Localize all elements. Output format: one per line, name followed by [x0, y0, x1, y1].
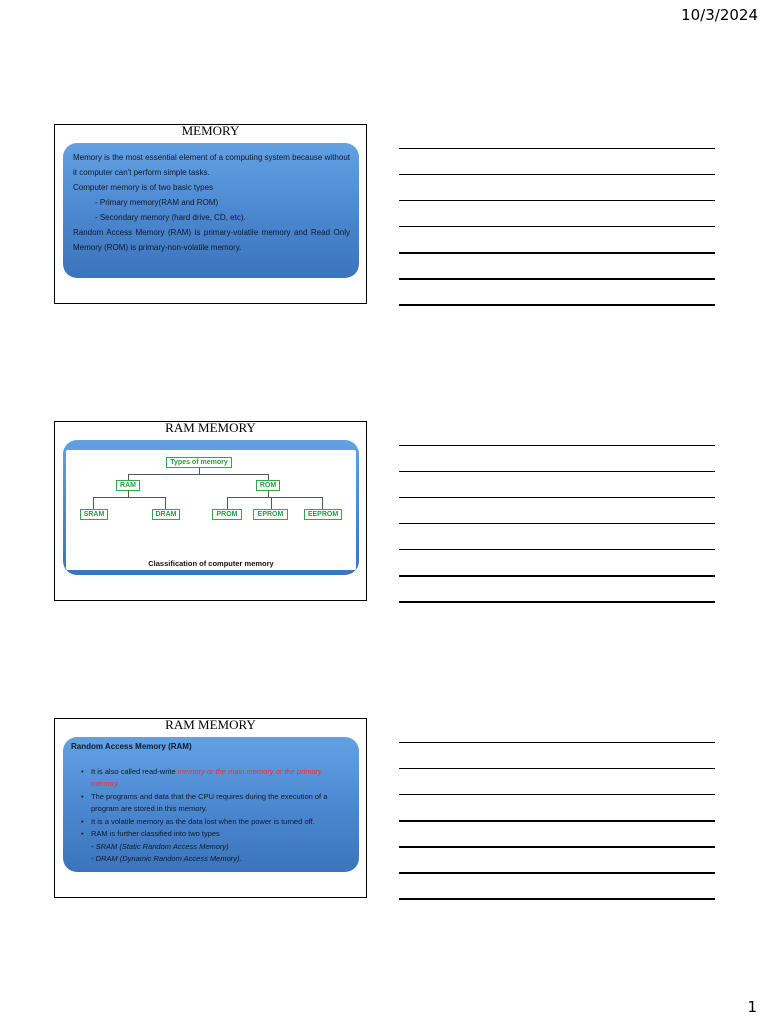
content-panel: [63, 143, 359, 278]
note-line: [399, 575, 715, 577]
bullet-text: It is also called read-write: [91, 766, 178, 776]
note-line: [399, 278, 715, 280]
note-line: [399, 304, 715, 306]
note-line: [399, 148, 715, 149]
note-line: [399, 200, 715, 201]
note-line: [399, 497, 715, 498]
diagram-node-ram: RAM: [116, 480, 140, 491]
diagram-node-eeprom: EEPROM: [304, 509, 342, 520]
note-line: [399, 846, 715, 848]
diagram-node-dram: DRAM: [152, 509, 180, 520]
slide-memory: [54, 124, 367, 304]
section-heading: Random Access Memory (RAM): [71, 742, 192, 751]
diagram-caption: Classification of computer memory: [148, 559, 274, 568]
slide-title: RAM MEMORY: [165, 717, 256, 732]
diagram-node-prom: PROM: [212, 509, 242, 520]
diagram-node-eprom: EPROM: [253, 509, 288, 520]
note-line: [399, 820, 715, 822]
note-line: [399, 794, 715, 795]
diagram-node-sram: SRAM: [80, 509, 108, 520]
memory-classification-diagram: [66, 450, 356, 570]
note-line: [399, 471, 715, 472]
paragraph: Random Access Memory (RAM) is primary-volatile memory and Read Only Memory (ROM) is primary-non-volatile memory.: [73, 228, 350, 252]
sub-item: - DRAM (Dynamic Random Access Memory).: [91, 854, 242, 863]
bullet-list: [71, 766, 351, 841]
list-item: [81, 766, 351, 791]
page-number: 1: [747, 998, 757, 1016]
note-line: [399, 174, 715, 175]
note-line: [399, 898, 715, 900]
header-date: 10/3/2024: [681, 6, 758, 24]
list-item: • The programs and data that the CPU requires during the execution of a program are stored in this memory.: [81, 791, 351, 816]
diagram-node-types-of-memory: Types of memory: [166, 457, 232, 468]
note-line: [399, 523, 715, 524]
paragraph: Memory is the most essential element of a computing system because without it computer can't perform simple tasks.: [73, 153, 350, 177]
slide-title: RAM MEMORY: [165, 420, 256, 435]
sub-item: - SRAM (Static Random Access Memory): [91, 841, 229, 851]
paragraph: - Secondary memory (hard drive, CD, etc).: [95, 213, 246, 222]
slide-ram-diagram: [54, 421, 367, 601]
diagram-node-rom: ROM: [256, 480, 280, 491]
note-line: [399, 445, 715, 446]
note-line: [399, 252, 715, 254]
content-panel: [63, 440, 359, 575]
paragraph: - Primary memory(RAM and ROM): [95, 198, 219, 207]
note-line: [399, 872, 715, 874]
slide-title: MEMORY: [181, 123, 240, 138]
list-item: • RAM is further classified into two types: [81, 828, 351, 841]
note-line: [399, 742, 715, 743]
note-line: [399, 226, 715, 227]
slide-ram-details: [54, 718, 367, 898]
note-line: [399, 601, 715, 603]
paragraph: Computer memory is of two basic types: [73, 183, 214, 192]
note-line: [399, 768, 715, 769]
note-line: [399, 549, 715, 550]
list-item: • It is a volatile memory as the data lost when the power is turned off.: [81, 816, 351, 829]
content-panel: [63, 737, 359, 872]
highlighted-text: memory or the main memory or the primary memory.: [91, 766, 322, 788]
